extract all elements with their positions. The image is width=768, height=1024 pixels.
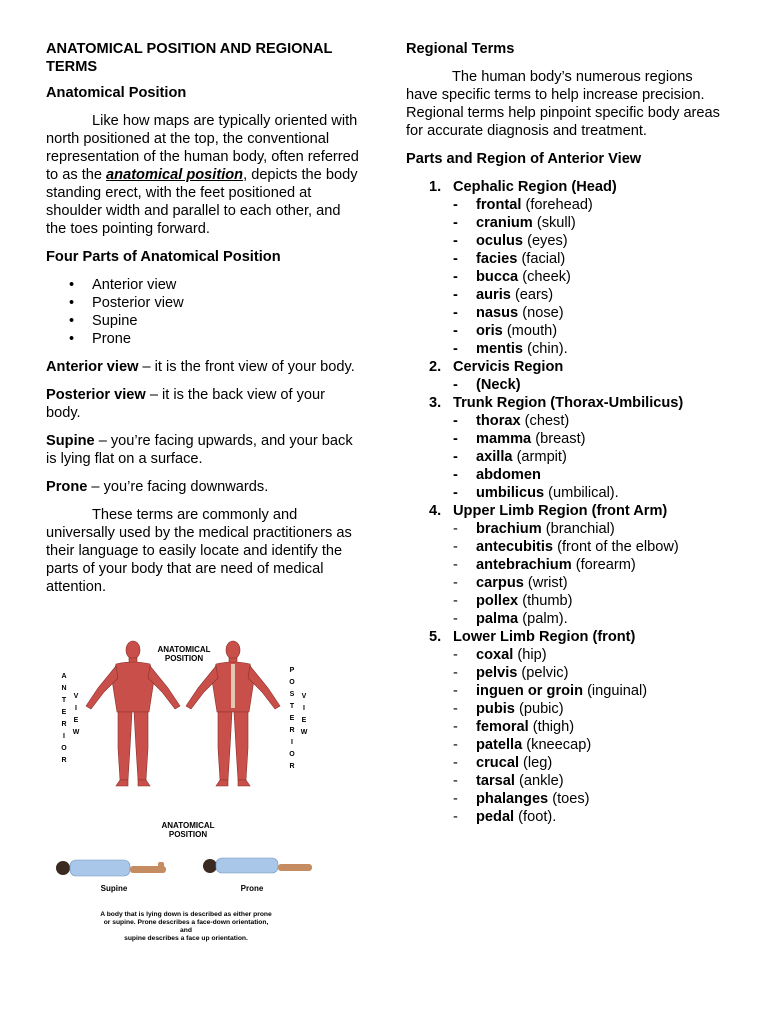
anatomical-position-figure xyxy=(46,640,322,798)
term-label: pubis xyxy=(476,701,515,717)
region-number: 5. xyxy=(429,629,442,645)
document-title: ANATOMICAL POSITION AND REGIONAL TERMS xyxy=(46,41,333,75)
term-description: (skull) xyxy=(532,215,576,231)
term-label: bucca xyxy=(476,269,519,285)
intro-paragraph: Like how maps are typically oriented with north positioned at the top, the conventional representation of the human body, often referred to as the anatomical position, depicts the body standing erect, with the feet positioned at shoulder width and parallel to each other, and the toes pointing forward. xyxy=(46,113,359,237)
svg-text:E: E xyxy=(61,709,67,716)
list-item xyxy=(453,574,726,592)
term-label: coxal xyxy=(476,647,514,663)
list-item: • Posterior view xyxy=(92,294,361,312)
supine-prone-figure xyxy=(46,812,322,952)
list-item xyxy=(453,250,726,268)
term-description: (toes) xyxy=(548,791,590,807)
svg-text:O: O xyxy=(289,751,295,758)
list-item xyxy=(453,322,726,340)
term-description: (forearm) xyxy=(571,557,636,573)
term-description: (mouth) xyxy=(502,323,558,339)
dash-marker: - xyxy=(453,269,458,285)
supine-definition: Supine – you’re facing upwards, and your back is lying flat on a surface. xyxy=(46,433,353,467)
svg-text:W: W xyxy=(300,729,308,736)
list-item xyxy=(453,466,726,484)
list-item xyxy=(453,538,726,556)
svg-text:N: N xyxy=(61,685,67,692)
svg-text:R: R xyxy=(61,757,67,764)
term-label: palma xyxy=(476,611,519,627)
dash-marker: - xyxy=(453,197,458,213)
region-item xyxy=(406,394,726,502)
muscle-figures-illustration xyxy=(46,640,322,798)
four-parts-heading: Four Parts of Anatomical Position xyxy=(46,249,281,265)
region-item xyxy=(406,358,726,394)
svg-text:or supine. Prone describes a f: or supine. Prone describes a face-down orientation, xyxy=(103,919,269,926)
term-label: femoral xyxy=(476,719,529,735)
list-item xyxy=(453,772,726,790)
list-item xyxy=(453,376,726,394)
dash-marker: - xyxy=(453,467,458,483)
term-label: antecubitis xyxy=(476,539,554,555)
term-label: pelvis xyxy=(476,665,518,681)
term-description: (umbilical). xyxy=(544,485,619,501)
term-label: brachium xyxy=(476,521,542,537)
term-description: (thigh) xyxy=(528,719,575,735)
term-description: (chest) xyxy=(520,413,570,429)
svg-text:R: R xyxy=(289,763,295,770)
svg-text:and: and xyxy=(180,927,192,934)
dash-marker: - xyxy=(453,377,458,393)
svg-text:P: P xyxy=(289,667,295,674)
term-description: (breast) xyxy=(531,431,586,447)
svg-text:R: R xyxy=(289,727,295,734)
region-number: 1. xyxy=(429,179,442,195)
term-label: axilla xyxy=(476,449,513,465)
dash-marker: - xyxy=(453,251,458,267)
dash-marker: - xyxy=(453,431,458,447)
region-terms-list xyxy=(453,646,726,826)
dash-marker: - xyxy=(453,521,458,537)
list-item: • Prone xyxy=(92,330,361,348)
term-label: abdomen xyxy=(476,467,541,483)
term-label: tarsal xyxy=(476,773,515,789)
svg-text:E: E xyxy=(301,717,307,724)
region-number: 4. xyxy=(429,503,442,519)
list-item xyxy=(453,232,726,250)
dash-marker: - xyxy=(453,683,458,699)
list-item xyxy=(453,430,726,448)
svg-text:T: T xyxy=(61,697,67,704)
term-label: antebrachium xyxy=(476,557,572,573)
list-item xyxy=(453,718,726,736)
svg-text:A: A xyxy=(61,673,67,680)
dash-marker: - xyxy=(453,593,458,609)
region-terms-list xyxy=(453,196,726,358)
term-description: (wrist) xyxy=(523,575,568,591)
region-terms-list xyxy=(453,412,726,502)
list-item xyxy=(453,808,726,826)
dash-marker: - xyxy=(453,557,458,573)
term-label: umbilicus xyxy=(476,485,545,501)
term-label: patella xyxy=(476,737,523,753)
list-item xyxy=(453,340,726,358)
term-description: (leg) xyxy=(519,755,553,771)
right-column xyxy=(406,40,726,826)
list-item xyxy=(453,520,726,538)
region-number: 2. xyxy=(429,359,442,375)
term-description: (front of the elbow) xyxy=(553,539,679,555)
svg-text:POSITION: POSITION xyxy=(168,830,208,839)
region-name: Lower Limb Region (front) xyxy=(453,629,636,645)
list-item xyxy=(453,754,726,772)
region-item xyxy=(406,178,726,358)
dash-marker: - xyxy=(453,737,458,753)
term-description: (branchial) xyxy=(541,521,615,537)
list-item xyxy=(453,196,726,214)
svg-text:I: I xyxy=(75,705,77,712)
list-item xyxy=(453,484,726,502)
term-description: (facial) xyxy=(517,251,566,267)
term-label: thorax xyxy=(476,413,521,429)
dash-marker: - xyxy=(453,665,458,681)
dash-marker: - xyxy=(453,791,458,807)
term-label: mentis xyxy=(476,341,524,357)
svg-text:S: S xyxy=(289,691,295,698)
dash-marker: - xyxy=(453,809,458,825)
list-item xyxy=(453,448,726,466)
region-item xyxy=(406,502,726,628)
dash-marker: - xyxy=(453,611,458,627)
anatomical-position-term: anatomical position xyxy=(106,167,244,183)
closing-paragraph: These terms are commonly and universally used by the medical practitioners as their language to easily locate and identify the parts of your body that are need of medical attention. xyxy=(46,507,352,595)
term-description: (ears) xyxy=(510,287,554,303)
prone-definition: Prone – you’re facing downwards. xyxy=(46,479,269,495)
term-label: frontal xyxy=(476,197,522,213)
regional-terms-heading: Regional Terms xyxy=(406,41,515,57)
dash-marker: - xyxy=(453,773,458,789)
list-item xyxy=(453,700,726,718)
region-terms-list xyxy=(453,520,726,628)
term-label: crucal xyxy=(476,755,519,771)
dash-marker: - xyxy=(453,341,458,357)
term-description: (chin). xyxy=(523,341,568,357)
svg-text:V: V xyxy=(301,693,307,700)
list-item xyxy=(453,646,726,664)
svg-text:A body that is lying down is d: A body that is lying down is described as either prone xyxy=(100,911,272,918)
list-item: • Supine xyxy=(92,312,361,330)
anterior-parts-heading: Parts and Region of Anterior View xyxy=(406,151,642,167)
dash-marker: - xyxy=(453,287,458,303)
list-item xyxy=(453,286,726,304)
dash-marker: - xyxy=(453,215,458,231)
region-name: Cephalic Region (Head) xyxy=(453,179,617,195)
term-description: (forehead) xyxy=(521,197,593,213)
svg-text:O: O xyxy=(61,745,67,752)
term-label: nasus xyxy=(476,305,519,321)
term-label: pollex xyxy=(476,593,519,609)
term-description: (eyes) xyxy=(523,233,568,249)
region-name: Trunk Region (Thorax-Umbilicus) xyxy=(453,395,684,411)
term-label: carpus xyxy=(476,575,524,591)
term-label: oculus xyxy=(476,233,524,249)
list-item: • Anterior view xyxy=(92,276,361,294)
term-description: (palm). xyxy=(518,611,568,627)
svg-text:V: V xyxy=(73,693,79,700)
svg-text:supine describes a face up ori: supine describes a face up orientation. xyxy=(124,935,248,942)
term-description: (thumb) xyxy=(518,593,573,609)
list-item xyxy=(453,214,726,232)
dash-marker: - xyxy=(453,755,458,771)
region-item xyxy=(406,628,726,826)
svg-text:W: W xyxy=(72,729,80,736)
term-label: inguen or groin xyxy=(476,683,584,699)
svg-text:Supine: Supine xyxy=(100,884,128,893)
svg-text:I: I xyxy=(291,739,293,746)
list-item xyxy=(453,556,726,574)
svg-text:O: O xyxy=(289,679,295,686)
dash-marker: - xyxy=(453,647,458,663)
dash-marker: - xyxy=(453,449,458,465)
prone-body-icon xyxy=(203,858,312,873)
dash-marker: - xyxy=(453,485,458,501)
list-item xyxy=(453,304,726,322)
left-column xyxy=(46,40,361,606)
term-label: oris xyxy=(476,323,503,339)
term-label: facies xyxy=(476,251,518,267)
svg-text:ANATOMICAL: ANATOMICAL xyxy=(161,821,215,830)
term-description: (armpit) xyxy=(512,449,567,465)
term-description: (ankle) xyxy=(514,773,564,789)
region-number: 3. xyxy=(429,395,442,411)
supine-body-icon xyxy=(56,860,166,876)
anterior-definition: Anterior view – it is the front view of your body. xyxy=(46,359,355,375)
dash-marker: - xyxy=(453,305,458,321)
dash-marker: - xyxy=(453,719,458,735)
lying-figures-illustration xyxy=(46,812,322,952)
list-item xyxy=(453,664,726,682)
svg-text:E: E xyxy=(73,717,79,724)
term-description: (pelvic) xyxy=(517,665,569,681)
list-item xyxy=(453,682,726,700)
list-item xyxy=(453,736,726,754)
svg-text:T: T xyxy=(289,703,295,710)
term-label: mamma xyxy=(476,431,532,447)
dash-marker: - xyxy=(453,323,458,339)
term-description: (pubic) xyxy=(514,701,564,717)
list-item xyxy=(453,412,726,430)
term-label: cranium xyxy=(476,215,533,231)
dash-marker: - xyxy=(453,575,458,591)
svg-text:POSITION: POSITION xyxy=(164,654,204,663)
term-label: pedal xyxy=(476,809,515,825)
term-label: phalanges xyxy=(476,791,549,807)
term-description: (cheek) xyxy=(518,269,571,285)
region-terms-list xyxy=(453,376,726,394)
dash-marker: - xyxy=(453,413,458,429)
regional-terms-paragraph: The human body’s numerous regions have specific terms to help increase precision. Regional terms help pinpoint specific body areas for accurate diagnosis and treatment. xyxy=(406,69,720,139)
list-item xyxy=(453,268,726,286)
posterior-definition: Posterior view – it is the back view of your body. xyxy=(46,387,326,421)
term-description: (kneecap) xyxy=(522,737,592,753)
term-description: (inguinal) xyxy=(583,683,648,699)
term-description: (nose) xyxy=(518,305,564,321)
term-description: (hip) xyxy=(513,647,547,663)
list-item xyxy=(453,592,726,610)
term-label: (Neck) xyxy=(476,377,521,393)
term-description: (foot). xyxy=(514,809,557,825)
svg-text:I: I xyxy=(303,705,305,712)
dash-marker: - xyxy=(453,701,458,717)
dash-marker: - xyxy=(453,539,458,555)
svg-text:I: I xyxy=(63,733,65,740)
list-item xyxy=(453,610,726,628)
svg-text:Prone: Prone xyxy=(240,884,264,893)
region-name: Cervicis Region xyxy=(453,359,564,375)
list-item xyxy=(453,790,726,808)
dash-marker: - xyxy=(453,233,458,249)
svg-text:E: E xyxy=(289,715,295,722)
svg-text:ANATOMICAL: ANATOMICAL xyxy=(157,645,211,654)
svg-text:R: R xyxy=(61,721,67,728)
parts-list xyxy=(46,276,361,348)
term-label: auris xyxy=(476,287,511,303)
region-name: Upper Limb Region (front Arm) xyxy=(453,503,668,519)
anatomical-position-heading: Anatomical Position xyxy=(46,85,187,101)
regions-list xyxy=(406,178,726,826)
